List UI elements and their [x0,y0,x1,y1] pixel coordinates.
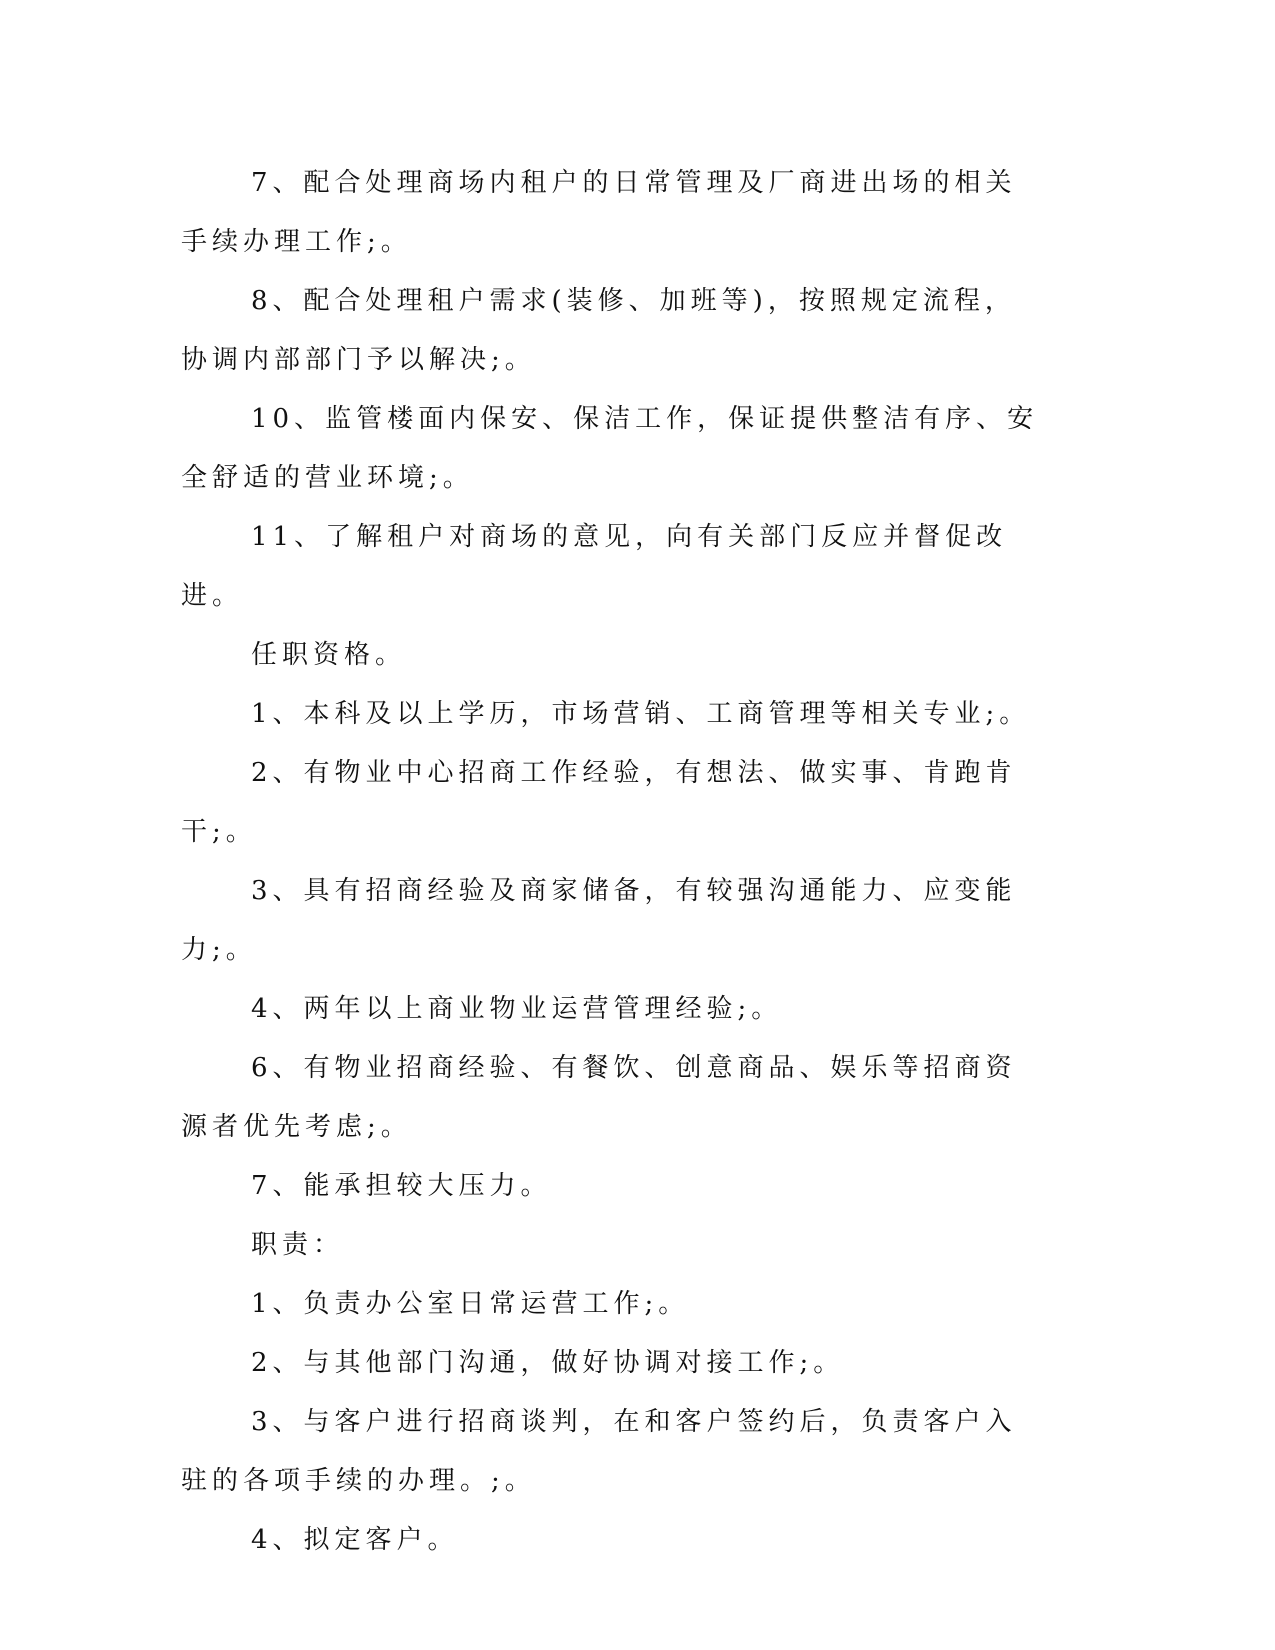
document-body [181,154,1041,1570]
paragraph-9: 4、两年以上商业物业运营管理经验;。 [251,994,783,1024]
paragraph-7: 2、有物业中心招商工作经验，有想法、做实事、肯跑肯干;。 [181,758,1017,847]
paragraph-8: 3、具有招商经验及商家储备，有较强沟通能力、应变能力;。 [181,876,1017,965]
paragraph-14: 2、与其他部门沟通，做好协调对接工作;。 [251,1348,845,1378]
paragraph-11: 7、能承担较大压力。 [251,1171,552,1201]
paragraph-16: 4、拟定客户。 [251,1525,459,1555]
paragraph-10: 6、有物业招商经验、有餐饮、创意商品、娱乐等招商资源者优先考虑;。 [181,1053,1017,1142]
paragraph-13: 1、负责办公室日常运营工作;。 [251,1289,690,1319]
paragraph-2: 8、配合处理租户需求(装修、加班等)，按照规定流程，协调内部部门予以解决;。 [181,286,1016,375]
paragraph-4: 11、了解租户对商场的意见，向有关部门反应并督促改进。 [181,522,1008,611]
paragraph-6: 1、本科及以上学历，市场营销、工商管理等相关专业;。 [251,699,1031,729]
paragraph-3: 10、监管楼面内保安、保洁工作，保证提供整洁有序、安全舒适的营业环境;。 [181,404,1039,493]
section-heading-duties: 职责： [251,1230,345,1260]
section-heading-qualifications: 任职资格。 [251,640,407,670]
paragraph-15: 3、与客户进行招商谈判，在和客户签约后，负责客户入驻的各项手续的办理。;。 [181,1407,1017,1496]
paragraph-1: 7、配合处理商场内租户的日常管理及厂商进出场的相关手续办理工作;。 [181,168,1017,257]
